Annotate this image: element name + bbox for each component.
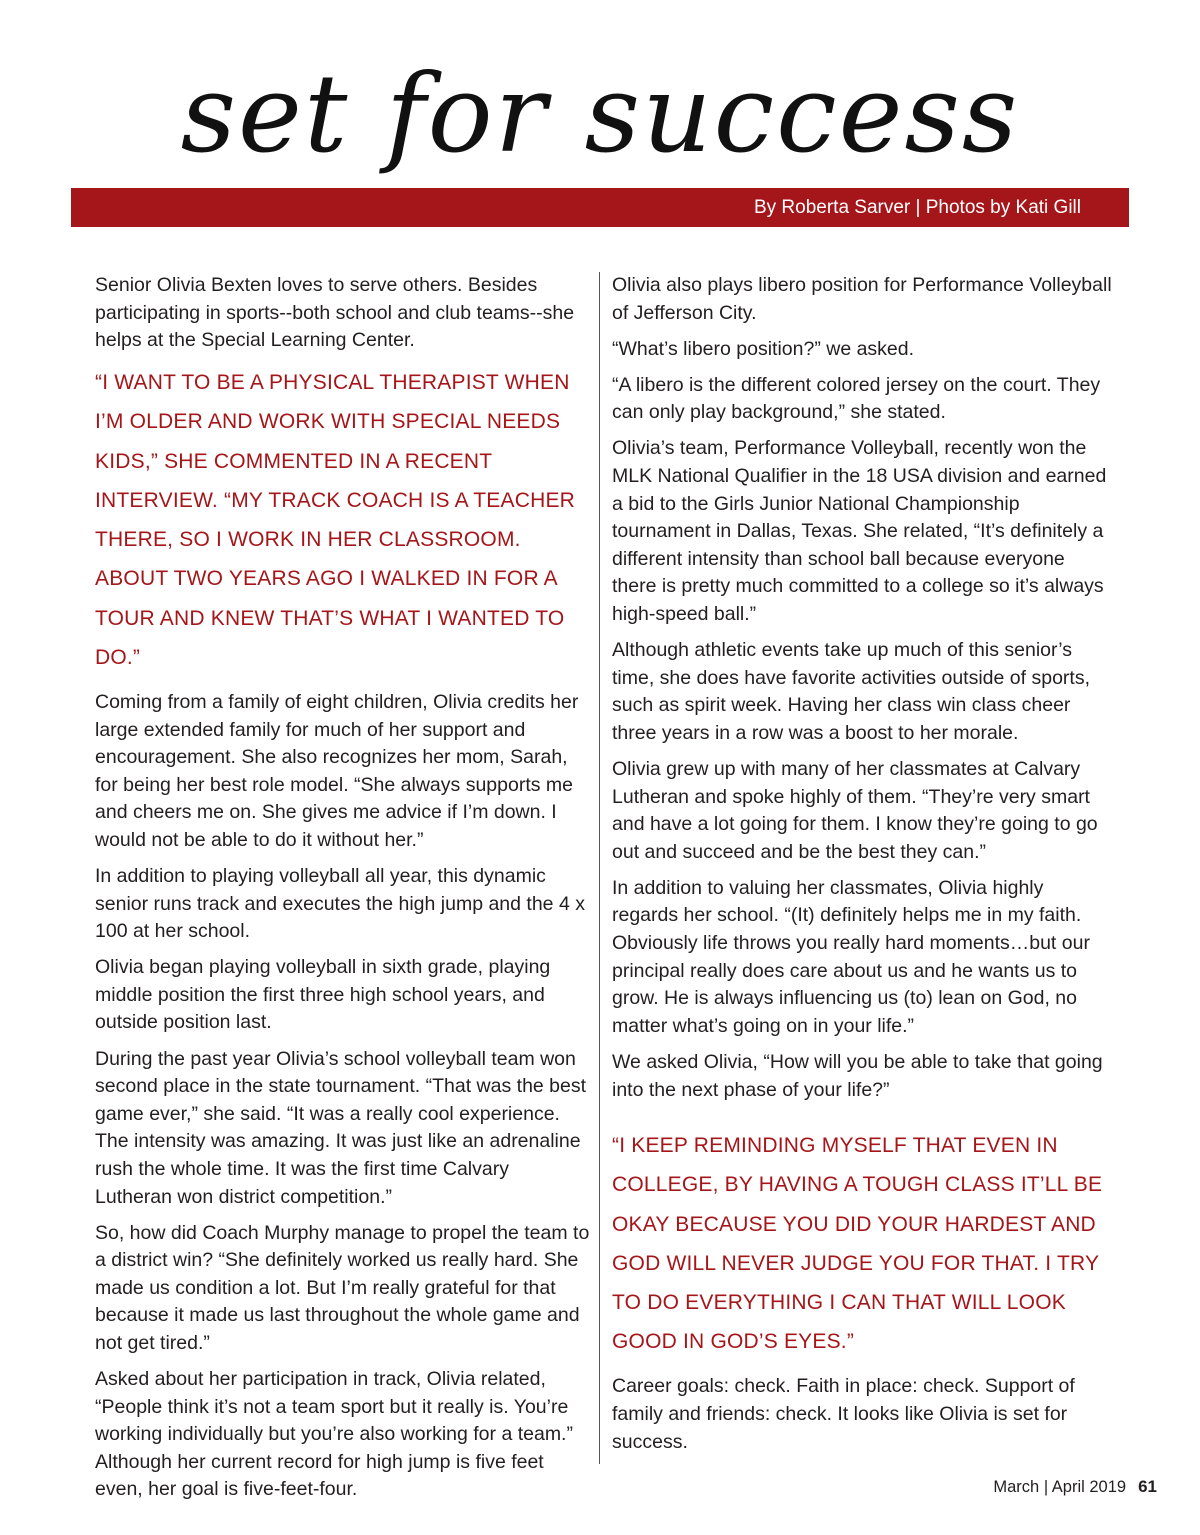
byline-banner — [71, 188, 1129, 227]
paragraph: Senior Olivia Bexten loves to serve others. Besides participating in sports--both school and club teams--she helps at the Special Learning Center. — [95, 274, 575, 352]
pull-quote: “I KEEP REMINDING MYSELF THAT EVEN IN COLLEGE, BY HAVING A TOUGH CLASS IT’LL BE OKAY BECAUSE YOU DID YOUR HARDEST AND GOD WILL NEVER JUDGE YOU FOR THAT. I TRY TO DO EVERYTHING I CAN THAT WILL LOOK GOOD IN GOD’S EYES.” — [612, 1134, 1103, 1354]
paragraph: So, how did Coach Murphy manage to propel the team to a district win? “She definitely worked us really hard. She made us condition a lot. But I’m really grateful for that because it made us last throughout the whole game and not get tired.” — [95, 1221, 590, 1354]
paragraph: Coming from a family of eight children, Olivia credits her large extended family for much of her support and encouragement. She also recognizes her mom, Sarah, for being her best role model. “She always supports me and cheers me on. She gives me advice if I’m down. I would not be able to do it without her.” — [95, 690, 579, 851]
page-footer — [993, 1476, 1157, 1498]
right-column — [612, 272, 1112, 1465]
issue-date: March | April 2019 — [993, 1478, 1127, 1496]
left-column — [95, 272, 590, 1513]
paragraph: During the past year Olivia’s school volleyball team won second place in the state tournament. “That was the best game ever,” she said. “It was a really cool experience. The intensity was amazing. It was just like an adrenaline rush the whole time. It was the first time Calvary Lutheran won district competition.” — [95, 1047, 587, 1208]
column-divider — [599, 272, 600, 1464]
paragraph: Olivia also plays libero position for Performance Volleyball of Jefferson City. — [612, 274, 1112, 324]
article-title: set for success — [180, 52, 1020, 177]
paragraph: In addition to playing volleyball all year, this dynamic senior runs track and executes the high jump and the 4 x 100 at her school. — [95, 864, 585, 943]
paragraph: Career goals: check. Faith in place: check. Support of family and friends: check. It looks like Olivia is set for success. — [612, 1375, 1075, 1453]
pull-quote: “I WANT TO BE A PHYSICAL THERAPIST WHEN I’M OLDER AND WORK WITH SPECIAL NEEDS KIDS,” SHE COMMENTED IN A RECENT INTERVIEW. “MY TRACK COACH IS A TEACHER THERE, SO I WORK IN HER CLASSROOM. ABOUT TWO YEARS AGO I WALKED IN FOR A TOUR AND KNEW THAT’S WHAT I WANTED TO DO.” — [95, 371, 576, 669]
paragraph: Olivia began playing volleyball in sixth grade, playing middle position the first three high school years, and outside position last. — [95, 956, 551, 1034]
page-number: 61 — [1138, 1477, 1157, 1496]
paragraph: In addition to valuing her classmates, Olivia highly regards her school. “(It) definitely helps me in my faith. Obviously life throws you really hard moments…but our principal really does care about us and he wants us to grow. He is always influencing us (to) lean on God, no matter what’s going on in your life.” — [612, 876, 1090, 1037]
paragraph: “A libero is the different colored jersey on the court. They can only play background,” she stated. — [612, 373, 1101, 424]
paragraph: Although athletic events take up much of this senior’s time, she does have favorite activities outside of sports, such as spirit week. Having her class win class cheer three years in a row was a boost to her morale. — [612, 639, 1090, 744]
paragraph: “What’s libero position?” we asked. — [612, 337, 915, 360]
paragraph: Asked about her participation in track, Olivia related, “People think it’s not a team sport but it really is. You’re working individually but you’re also working for a team.” Although her current record for high jump is five feet even, her goal is five-feet-four. — [95, 1368, 573, 1501]
paragraph: Olivia grew up with many of her classmates at Calvary Lutheran and spoke highly of them. “They’re very smart and have a lot going for them. I know they’re going to go out and succeed and be the best they can.” — [612, 758, 1098, 863]
byline: By Roberta Sarver | Photos by Kati Gill — [753, 197, 1081, 218]
paragraph: We asked Olivia, “How will you be able to take that going into the next phase of your life?” — [612, 1050, 1103, 1101]
paragraph: Olivia’s team, Performance Volleyball, recently won the MLK National Qualifier in the 18 USA division and earned a bid to the Girls Junior National Championship tournament in Dallas, Texas. She related, “It’s definitely a different intensity than school ball because everyone there is pretty much committed to a college so it’s always high-speed ball.” — [612, 437, 1107, 626]
